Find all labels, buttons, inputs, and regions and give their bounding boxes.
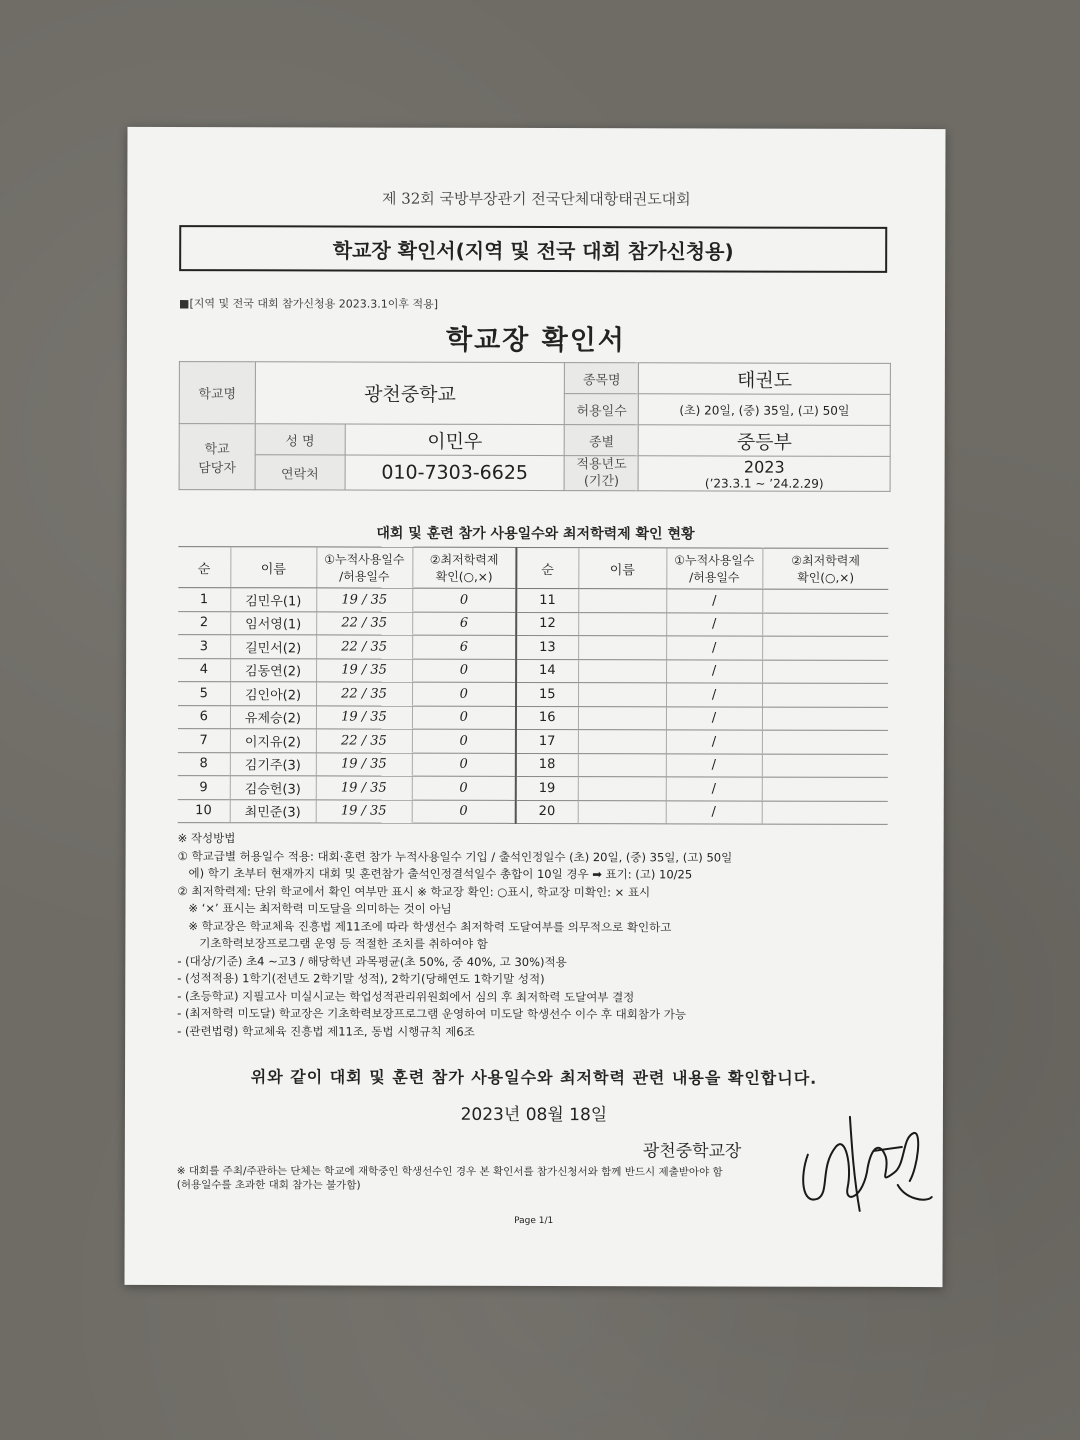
year-cell	[638, 456, 890, 492]
used-days: 19 / 35	[316, 799, 412, 823]
used-days-empty: /	[666, 706, 762, 730]
row-no: 18	[516, 753, 578, 777]
col-name-right: 이름	[578, 548, 666, 589]
row-no: 13	[516, 635, 578, 659]
year-label: 적용년도 (기간)	[565, 456, 639, 491]
instruction-line: 에) 학기 초부터 현재까지 대회 및 훈련참가 출석인정결석일수 총합이 10일 경우 ➡ 표기: (고) 10/25	[177, 866, 693, 882]
allowed-days-label: 허용일수	[565, 394, 639, 425]
table-row	[178, 682, 888, 707]
athlete-name: 김승헌(3)	[230, 776, 316, 800]
used-days: 22 / 35	[316, 729, 412, 753]
table-row	[178, 588, 888, 613]
col-no: 순	[178, 547, 230, 588]
event-title: 제 32회 국방부장관기 전국단체대항태권도대회	[381, 189, 691, 209]
used-days-empty: /	[666, 636, 762, 660]
confirmation-statement: 위와 같이 대회 및 훈련 참가 사용일수와 최저학력 관련 내용을 확인합니다.	[250, 1067, 818, 1088]
category-value: 중등부	[638, 425, 890, 457]
signer-title: 광천중학교장	[642, 1141, 742, 1162]
min-grade-check-empty	[762, 589, 888, 613]
row-no: 7	[178, 729, 230, 753]
col-name: 이름	[230, 547, 316, 588]
manager-name: 이민우	[345, 424, 565, 456]
athlete-name: 김인아(2)	[230, 682, 316, 706]
athlete-name-empty	[578, 683, 666, 707]
min-grade-check: 0	[412, 729, 516, 753]
used-days: 19 / 35	[316, 776, 412, 800]
min-grade-check-empty	[762, 730, 888, 754]
athlete-name: 임서영(1)	[230, 611, 316, 635]
form-title: 학교장 확인서(지역 및 전국 대회 참가신청용)	[179, 225, 887, 273]
used-days-empty: /	[666, 612, 762, 636]
min-grade-check: 0	[412, 706, 516, 730]
athlete-name-empty	[578, 706, 666, 730]
instruction-line: ① 학교급별 허용일수 적용: 대회·훈련 참가 누적사용일수 기입 / 출석인정일수 (초) 20일, (중) 35일, (고) 50일	[177, 848, 733, 865]
table-row	[178, 611, 888, 636]
row-no: 16	[516, 706, 578, 730]
min-grade-check-empty	[762, 707, 888, 731]
col-days: ①누적사용일수 /허용일수	[316, 547, 412, 588]
min-grade-check: 0	[412, 682, 516, 706]
table-row	[178, 799, 888, 824]
school-info-table	[179, 361, 891, 492]
row-no: 20	[516, 800, 578, 824]
footnote	[177, 1164, 897, 1194]
status-table-title: 대회 및 훈련 참가 사용일수와 최저학력제 확인 현황	[376, 525, 695, 543]
sport-value: 태권도	[639, 363, 891, 395]
instruction-line: - (대상/기준) 초4 ~고3 / 해당학년 과목평균(초 50%, 중 40%, 고 30%)적용	[177, 953, 567, 969]
sport-label: 종목명	[565, 363, 639, 394]
row-no: 14	[516, 659, 578, 683]
athlete-name: 김민우(1)	[230, 588, 316, 612]
athlete-name-empty	[578, 753, 666, 777]
instruction-line: - (초등학교) 지필고사 미실시교는 학업성적관리위원회에서 심의 후 최저학력 도달여부 결정	[177, 988, 635, 1004]
athlete-name-empty	[578, 777, 666, 801]
school-label: 학교명	[179, 362, 255, 424]
athlete-name: 유제승(2)	[230, 705, 316, 729]
row-no: 9	[178, 776, 230, 800]
athlete-status-table	[178, 546, 889, 825]
table-row	[178, 776, 888, 801]
used-days: 19 / 35	[316, 705, 412, 729]
athlete-name: 길민서(2)	[230, 635, 316, 659]
instruction-line: - (관련법령) 학교체육 진흥법 제11조, 동법 시행규칙 제6조	[177, 1023, 475, 1039]
min-grade-check-empty	[762, 801, 888, 825]
athlete-name-empty	[578, 800, 666, 824]
instruction-line: ※ 학교장은 학교체육 진흥법 제11조에 따라 학생선수 최저학력 도달여부를 의무적으로 확인하고	[177, 918, 672, 934]
used-days-empty: /	[666, 589, 762, 613]
athlete-name-empty	[578, 636, 666, 660]
table-header-row	[178, 547, 888, 590]
used-days-empty: /	[666, 753, 762, 777]
min-grade-check-empty	[762, 777, 888, 801]
athlete-name: 이지유(2)	[230, 729, 316, 753]
min-grade-check: 0	[412, 753, 516, 777]
athlete-name: 김동연(2)	[230, 658, 316, 682]
col-check-right: ②최저학력제 확인(○,×)	[762, 548, 888, 589]
table-row	[178, 729, 888, 754]
school-name: 광천중학교	[255, 362, 565, 425]
row-no: 15	[516, 682, 578, 706]
instruction-line: 기초학력보장프로그램 운영 등 적절한 조치를 취하여야 함	[177, 936, 488, 951]
name-label: 성 명	[255, 424, 345, 455]
allowed-days-value: (초) 20일, (중) 35일, (고) 50일	[639, 394, 891, 426]
athlete-name: 최민준(3)	[230, 799, 316, 823]
instruction-line: ※ ‘×’ 표시는 최저학력 미도달을 의미하는 것이 아님	[177, 901, 452, 916]
page-number: Page 1/1	[514, 1215, 554, 1227]
row-no: 5	[178, 682, 230, 706]
row-no: 10	[178, 799, 230, 823]
row-no: 19	[516, 776, 578, 800]
min-grade-check: 0	[412, 659, 516, 683]
min-grade-check-empty	[762, 613, 888, 637]
instruction-line: - (성적적용) 1학기(전년도 2학기말 성적), 2학기(당해연도 1학기말 성적)	[177, 971, 545, 987]
table-row	[178, 752, 888, 777]
used-days-empty: /	[666, 777, 762, 801]
used-days-empty: /	[666, 800, 762, 824]
min-grade-check: 0	[412, 776, 516, 800]
year-value: 2023	[743, 457, 785, 477]
category-label: 종별	[565, 425, 639, 456]
used-days-empty: /	[666, 683, 762, 707]
col-days-right: ①누적사용일수 /허용일수	[666, 548, 762, 589]
row-no: 4	[178, 658, 230, 682]
main-title: 학교장 확인서	[445, 324, 626, 357]
instruction-line: ※ 작성방법	[177, 831, 236, 846]
col-no-right: 순	[516, 547, 578, 588]
instruction-line: - (최저학력 미도달) 학교장은 기초학력보장프로그램 운영하여 미도달 학생선수 이수 후 대회참가 가능	[177, 1006, 687, 1022]
used-days: 19 / 35	[316, 588, 412, 612]
min-grade-check: 0	[412, 800, 516, 824]
contact-label: 연락처	[255, 455, 345, 490]
min-grade-check-empty	[762, 683, 888, 707]
athlete-name-empty	[578, 659, 666, 683]
row-no: 8	[178, 752, 230, 776]
col-check: ②최저학력제 확인(○,×)	[412, 547, 516, 588]
used-days: 22 / 35	[316, 635, 412, 659]
row-no: 1	[178, 588, 230, 612]
row-no: 12	[516, 612, 578, 636]
row-no: 11	[516, 588, 578, 612]
table-row	[178, 658, 888, 683]
table-row	[178, 705, 888, 730]
used-days: 19 / 35	[316, 658, 412, 682]
min-grade-check: 0	[412, 588, 516, 612]
row-no: 6	[178, 705, 230, 729]
row-no: 17	[516, 729, 578, 753]
min-grade-check-empty	[762, 660, 888, 684]
handwritten-signature	[790, 1107, 940, 1217]
instructions	[177, 830, 898, 1042]
used-days: 22 / 35	[316, 611, 412, 635]
min-grade-check-empty	[762, 754, 888, 778]
used-days: 19 / 35	[316, 752, 412, 776]
athlete-name-empty	[578, 589, 666, 613]
used-days-empty: /	[666, 730, 762, 754]
applicability-note: ■[지역 및 전국 대회 참가신청용 2023.3.1이후 적용]	[179, 297, 439, 311]
min-grade-check-empty	[762, 636, 888, 660]
min-grade-check: 6	[412, 635, 516, 659]
footnote-line: (허용일수를 초과한 대회 참가는 불가함)	[176, 1179, 361, 1192]
athlete-name: 김기주(3)	[230, 752, 316, 776]
year-period: (’23.3.1 ~ ’24.2.29)	[704, 475, 824, 491]
contact-value: 010-7303-6625	[345, 455, 565, 491]
row-no: 2	[178, 611, 230, 635]
used-days-empty: /	[666, 659, 762, 683]
athlete-name-empty	[578, 730, 666, 754]
used-days: 22 / 35	[316, 682, 412, 706]
manager-label: 학교 담당자	[179, 424, 255, 490]
issue-date: 2023년 08월 18일	[460, 1104, 608, 1126]
athlete-name-empty	[578, 612, 666, 636]
table-row	[178, 635, 888, 660]
instruction-line: ② 최저학력제: 단위 학교에서 확인 여부만 표시 ※ 학교장 확인: ○표시, 학교장 미확인: × 표시	[177, 883, 651, 899]
min-grade-check: 6	[412, 612, 516, 636]
footnote-line: ※ 대회를 주최/주관하는 단체는 학교에 재학중인 학생선수인 경우 본 확인서를 참가신청서와 함께 반드시 제출받아야 함	[176, 1165, 723, 1179]
document-page	[124, 127, 945, 1287]
row-no: 3	[178, 635, 230, 659]
